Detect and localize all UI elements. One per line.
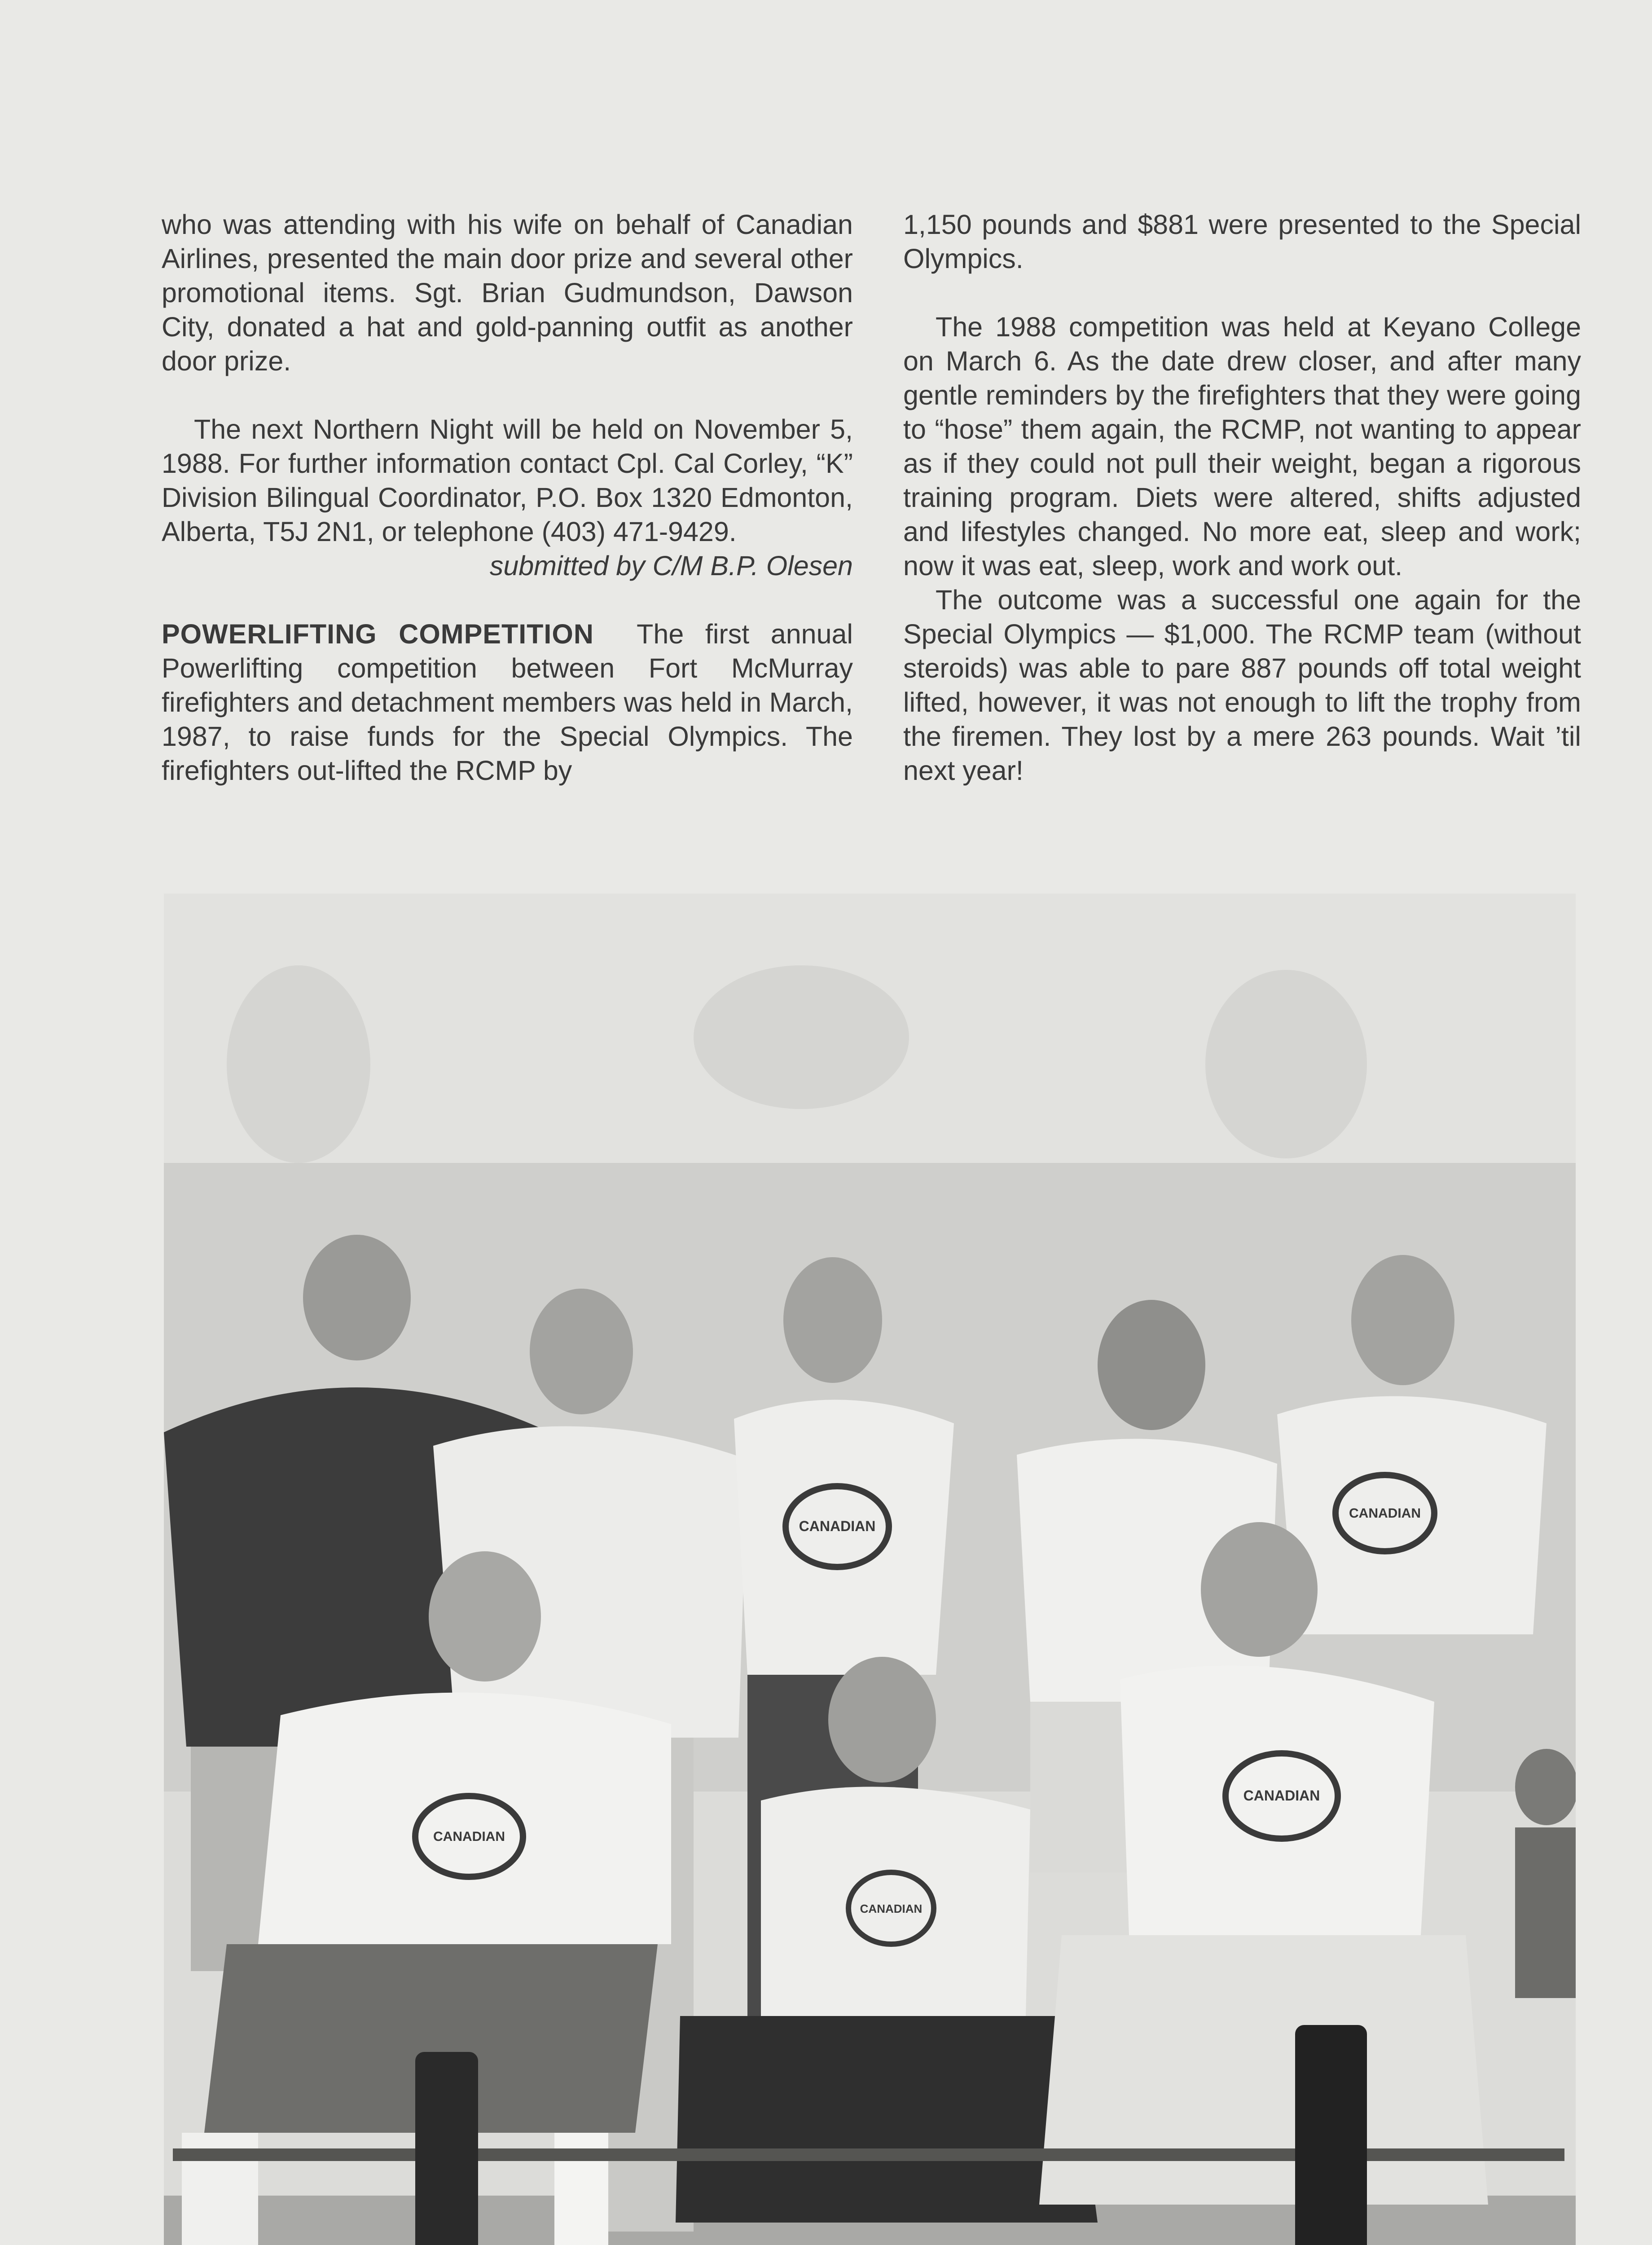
left-text-column: [162, 207, 853, 788]
shirt-logo: CANADIAN: [433, 1829, 505, 1844]
shirt-logo: CANADIAN: [860, 1902, 923, 1915]
paragraph: The next Northern Night will be held on November 5, 1988. For further information contact Cpl. Cal Corley, “K” Division Bilingual Coordinator, P.O. Box 1320 Edmonton, Alberta, T5J 2N1, or telephone (403) 471-9429.: [162, 414, 853, 547]
paragraph-text: The first annual Powerlifting competition between Fort McMurray firefighters and detachment members was held in March, 1987, to raise funds for the Special Olympics. The firefighters out-lifted the RCMP by: [162, 619, 853, 786]
photo-illustration: [164, 894, 1576, 2245]
section-heading: POWERLIFTING COMPETITION: [162, 619, 594, 649]
paragraph: The 1988 competition was held at Keyano College on March 6. As the date drew closer, and after many gentle reminders by the firefighters that they were going to “hose” them again, the RCMP, not wanting to appear as if they could not pull their weight, began a rigorous training program. Diets were altered, shifts adjusted and lifestyles changed. No more eat, sleep and work; now it was eat, sleep, work and work out.: [903, 312, 1581, 581]
paragraph: The outcome was a successful one again for the Special Olympics — $1,000. The RCMP team (without steroids) was able to pare 887 pounds off total weight lifted, however, it was not enough to lift the trophy from the firemen. They lost by a mere 263 pounds. Wait ’til next year!: [903, 585, 1581, 786]
shirt-logo: CANADIAN: [1349, 1506, 1421, 1521]
child-figure: [1515, 1749, 1576, 1998]
paragraph: who was attending with his wife on behalf of Canadian Airlines, presented the main door prize and several other promotional items. Sgt. Brian Gudmundson, Dawson City, donated a hat and gold-panning outfit as another door prize.: [162, 209, 853, 376]
author-signature: submitted by C/M B.P. Olesen: [489, 550, 853, 581]
team-photo: [164, 894, 1576, 2245]
right-text-column: [903, 207, 1581, 788]
shirt-logo: CANADIAN: [1243, 1787, 1320, 1804]
shirt-logo: CANADIAN: [799, 1518, 876, 1534]
paragraph-with-heading: [162, 617, 853, 788]
paragraph: 1,150 pounds and $881 were presented to the Special Olympics.: [903, 209, 1581, 274]
